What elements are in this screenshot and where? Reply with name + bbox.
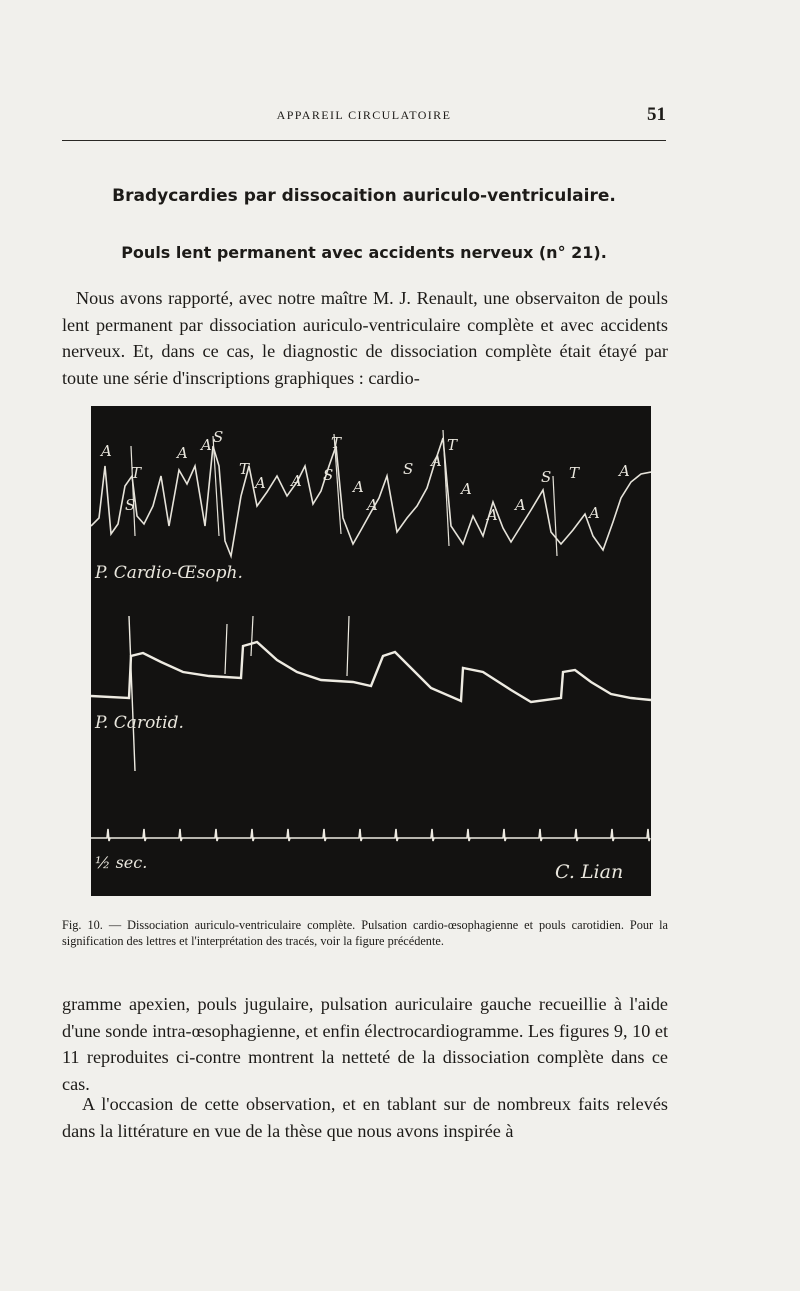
running-title: APPAREIL CIRCULATOIRE <box>276 108 452 122</box>
wave-letter: A <box>431 452 442 470</box>
wave-letter: A <box>291 472 302 490</box>
section-title: Bradycardies par dissocaition auriculo-ventriculaire. <box>112 186 616 206</box>
wave-letter: A <box>367 496 378 514</box>
cardio-trace-label: P. Cardio-Œsoph. <box>95 563 243 583</box>
wave-letter: A <box>201 436 212 454</box>
wave-letter: A <box>515 496 526 514</box>
wave-letter: A <box>255 474 266 492</box>
author-signature: C. Lian <box>555 861 624 883</box>
running-head <box>62 104 666 132</box>
wave-letter: S <box>403 460 414 478</box>
wave-letter: A <box>101 442 112 460</box>
tracing-background <box>91 406 651 896</box>
carotid-trace-label: P. Carotid. <box>95 713 184 733</box>
tracing-image <box>91 406 651 896</box>
figure-caption: Fig. 10. — Dissociation auriculo-ventriculaire complète. Pulsation cardio-œsophagienne et pouls carotidien. Pour la signification des lettres et l'interprétation des tracés, voir la figure précédente. <box>62 918 668 948</box>
wave-letter: T <box>447 436 458 454</box>
wave-letter: A <box>619 462 630 480</box>
wave-letter: T <box>569 464 580 482</box>
paragraph: A l'occasion de cette observation, et en tablant sur de nombreux faits relevés dans la littérature en vue de la thèse que nous avons inspirée à <box>62 1094 668 1141</box>
timer-label: ½ sec. <box>95 853 148 872</box>
wave-letter: A <box>487 506 498 524</box>
paragraph: gramme apexien, pouls jugulaire, pulsation auriculaire gauche recueillie à l'aide d'une sonde intra-œsophagienne, et enfin électrocardiogramme. Les figures 9, 10 et 11 reproduites ci-contre montrent la netteté de la dissociation complète dans ce cas. <box>62 994 668 1094</box>
header-rule <box>62 140 666 141</box>
wave-letter: A <box>461 480 472 498</box>
subsection-title: Pouls lent permanent avec accidents nerveux (n° 21). <box>121 243 607 262</box>
wave-letter: S <box>213 428 224 446</box>
wave-letter: T <box>239 460 250 478</box>
figure-tracing <box>91 406 651 896</box>
wave-letter: S <box>541 468 552 486</box>
wave-letter: S <box>125 496 136 514</box>
wave-letter: A <box>353 478 364 496</box>
page-number: 51 <box>647 104 666 125</box>
wave-letter: A <box>589 504 600 522</box>
paragraph: Nous avons rapporté, avec notre maître M. J. Renault, une observaiton de pouls lent permanent par dissociation auriculo-ventriculaire complète et avec accidents nerveux. Et, dans ce cas, le diagnostic de dissociation complète était étayé par toute une série d'inscriptions graphiques : cardio- <box>62 288 668 388</box>
wave-letter: T <box>131 464 142 482</box>
wave-letter: S <box>323 466 334 484</box>
wave-letter: T <box>331 434 342 452</box>
wave-letter: A <box>177 444 188 462</box>
